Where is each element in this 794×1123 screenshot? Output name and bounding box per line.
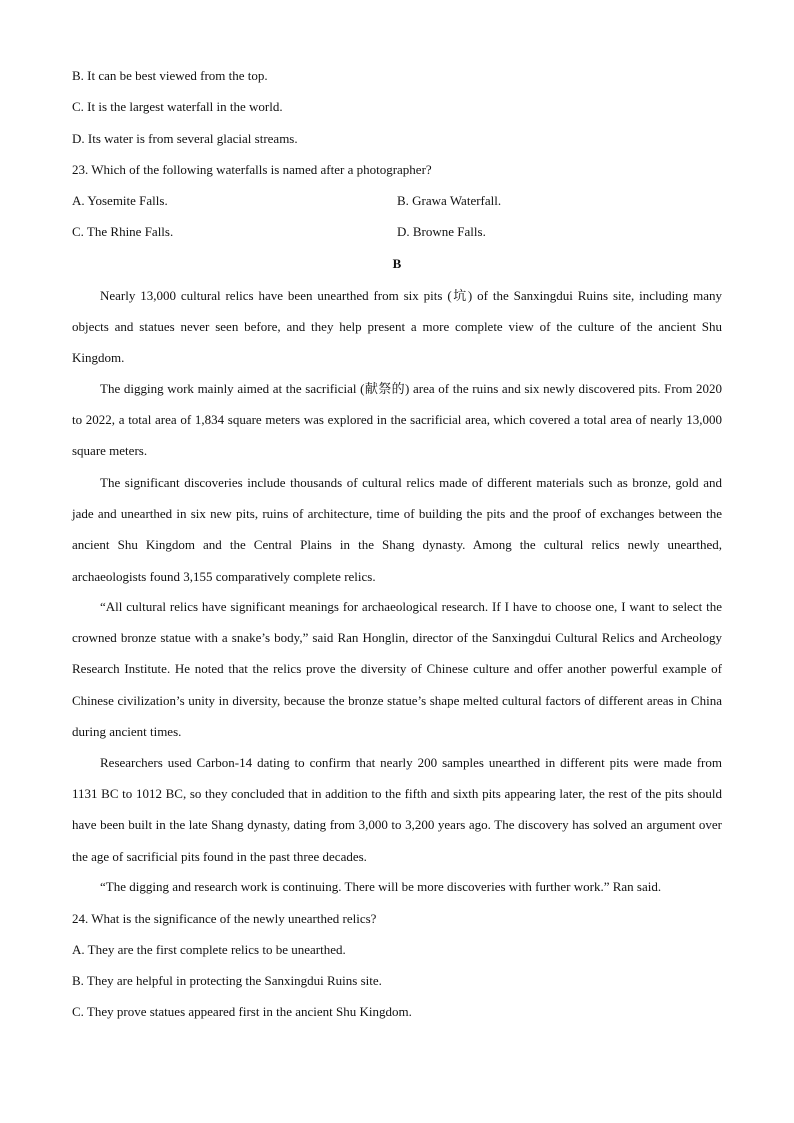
q22-option-c: C. It is the largest waterfall in the world. [72, 99, 283, 114]
section-b-heading: B [392, 256, 402, 271]
q23-option-a: A. Yosemite Falls. [72, 193, 168, 208]
q23-question: 23. Which of the following waterfalls is named after a photographer? [72, 162, 432, 177]
q22-option-b: B. It can be best viewed from the top. [72, 68, 268, 83]
q24-option-a: A. They are the first complete relics to be unearthed. [72, 942, 346, 957]
passage-paragraph-4: “All cultural relics have significant meanings for archaeological research. If I have to choose one, I want to select the crowned bronze statue with a snake’s body,” said Ran Honglin, director of the Sanxingdui Cultural Relics and Archeology Research Institute. He noted that the relics prove the diversity of Chinese culture and offer another powerful example of Chinese civilization’s unity in diversity, because the bronze statue’s shape melted cultural factors of different areas in China during ancient times. [72, 599, 722, 739]
passage-paragraph-6: “The digging and research work is continuing. There will be more discoveries with further work.” Ran said. [100, 879, 662, 894]
q24-option-b: B. They are helpful in protecting the Sanxingdui Ruins site. [72, 973, 382, 988]
q23-option-d: D. Browne Falls. [397, 224, 486, 239]
q23-option-b: B. Grawa Waterfall. [397, 193, 502, 208]
q24-option-c: C. They prove statues appeared first in the ancient Shu Kingdom. [72, 1004, 412, 1019]
q23-option-c: C. The Rhine Falls. [72, 224, 174, 239]
passage-paragraph-3: The significant discoveries include thousands of cultural relics made of different materials such as bronze, gold and jade and unearthed in six new pits, ruins of architecture, time of building the pits and the proof of exchanges between the ancient Shu Kingdom and the Central Plains in the Shang dynasty. Among the cultural relics newly unearthed, archaeologists found 3,155 comparatively complete relics. [72, 475, 722, 584]
passage-paragraph-2: The digging work mainly aimed at the sacrificial (献祭的) area of the ruins and six newly discovered pits. From 2020 to 2022, a total area of 1,834 square meters was explored in the sacrificial area, which covered a total area of nearly 13,000 square meters. [72, 381, 722, 459]
passage-paragraph-5: Researchers used Carbon-14 dating to confirm that nearly 200 samples unearthed in different pits were made from 1131 BC to 1012 BC, so they concluded that in addition to the fifth and sixth pits appearing later, the rest of the pits should have been built in the late Shang dynasty, dating from 3,000 to 3,200 years ago. The discovery has solved an argument over the age of sacrificial pits found in the past three decades. [72, 755, 722, 864]
q22-option-d: D. Its water is from several glacial streams. [72, 131, 298, 146]
passage-paragraph-1: Nearly 13,000 cultural relics have been unearthed from six pits (坑) of the Sanxingdui Ruins site, including many objects and statues never seen before, and they help present a more complete view of the culture of the ancient Shu Kingdom. [72, 288, 722, 366]
q24-question: 24. What is the significance of the newly unearthed relics? [72, 911, 377, 926]
